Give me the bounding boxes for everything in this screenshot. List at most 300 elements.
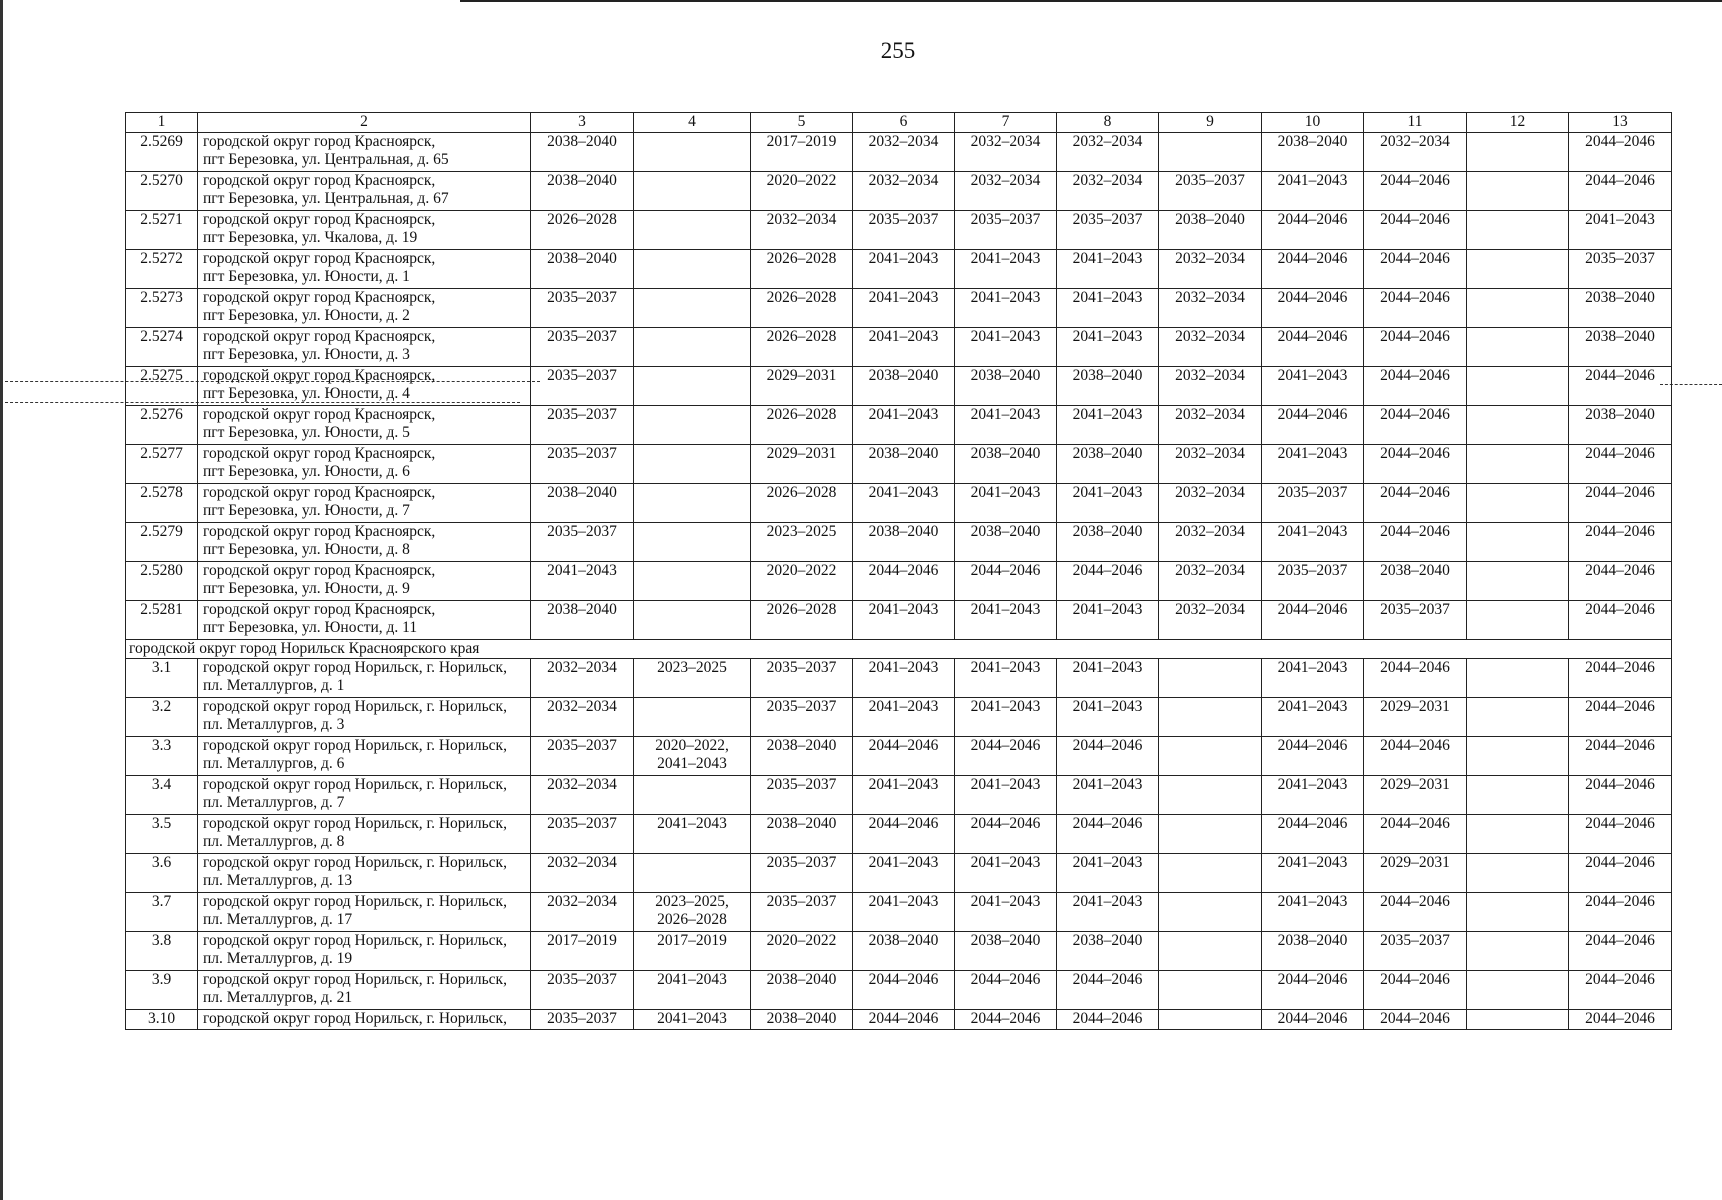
address-line-2: пл. Металлургов, д. 3 xyxy=(203,716,345,733)
year-range-cell: 2044–2046 xyxy=(1262,328,1364,367)
year-range-cell: 2044–2046 xyxy=(1364,523,1467,562)
year-range-cell: 2041–2043 xyxy=(1057,659,1159,698)
year-range-cell: 2026–2028 xyxy=(531,211,634,250)
year-range-cell: 2026–2028 xyxy=(751,328,853,367)
address-line-2: пл. Металлургов, д. 8 xyxy=(203,833,345,850)
year-range-cell: 2044–2046 xyxy=(1569,133,1672,172)
year-range-cell xyxy=(1467,445,1569,484)
year-range-cell: 2032–2034 xyxy=(1364,133,1467,172)
table-row xyxy=(126,328,1672,367)
year-range-cell: 2032–2034 xyxy=(1159,484,1262,523)
year-range-cell: 2038–2040 xyxy=(531,250,634,289)
year-range-cell: 2026–2028 xyxy=(751,250,853,289)
table-row xyxy=(126,971,1672,1010)
year-range-cell: 2041–2043 xyxy=(955,659,1057,698)
year-range-cell xyxy=(1467,893,1569,932)
year-range-cell xyxy=(634,698,751,737)
year-range-cell: 2038–2040 xyxy=(1057,367,1159,406)
year-range-cell: 2035–2037 xyxy=(531,406,634,445)
row-number-cell: 3.8 xyxy=(126,932,198,971)
address-line-1: городской округ город Красноярск, xyxy=(203,445,436,462)
row-number-cell: 2.5270 xyxy=(126,172,198,211)
address-cell xyxy=(198,445,531,484)
address-line-2: пгт Березовка, ул. Чкалова, д. 19 xyxy=(203,229,418,246)
year-range-cell: 2044–2046 xyxy=(1364,406,1467,445)
address-cell xyxy=(198,484,531,523)
year-range-cell: 2044–2046 xyxy=(1569,601,1672,640)
address-line-2: пгт Березовка, ул. Юности, д. 3 xyxy=(203,346,410,363)
year-range-cell xyxy=(1159,737,1262,776)
address-line-2: пгт Березовка, ул. Центральная, д. 67 xyxy=(203,190,449,207)
year-range-cell: 2044–2046 xyxy=(1569,854,1672,893)
year-range-cell: 2035–2037 xyxy=(531,289,634,328)
row-number-cell: 2.5276 xyxy=(126,406,198,445)
year-range-cell: 2038–2040 xyxy=(955,932,1057,971)
year-range-cell: 2032–2034 xyxy=(1159,523,1262,562)
year-range-cell: 2041–2043 xyxy=(1057,406,1159,445)
year-range-cell: 2038–2040 xyxy=(751,971,853,1010)
year-range-cell: 2041–2043 xyxy=(853,601,955,640)
column-header: 8 xyxy=(1057,113,1159,133)
address-cell xyxy=(198,776,531,815)
table-row xyxy=(126,737,1672,776)
address-line-1: городской округ город Норильск, г. Норильск, xyxy=(203,893,507,910)
year-range-cell xyxy=(1467,659,1569,698)
year-range-cell: 2041–2043 xyxy=(955,776,1057,815)
address-cell xyxy=(198,1010,531,1030)
schedule-table xyxy=(125,112,1672,1030)
address-line-2: пл. Металлургов, д. 1 xyxy=(203,677,345,694)
year-range-cell: 2044–2046 xyxy=(1569,445,1672,484)
year-range-cell: 2041–2043 xyxy=(1057,601,1159,640)
row-number-cell: 3.7 xyxy=(126,893,198,932)
address-line-1: городской округ город Норильск, г. Норильск, xyxy=(203,776,507,793)
table-row xyxy=(126,1010,1672,1030)
year-range-cell: 2044–2046 xyxy=(1569,698,1672,737)
year-range-cell: 2035–2037 xyxy=(751,659,853,698)
year-range-cell xyxy=(1159,893,1262,932)
year-range-cell xyxy=(1467,328,1569,367)
year-range-cell: 2041–2043 xyxy=(1262,776,1364,815)
year-range-cell: 2017–2019 xyxy=(634,932,751,971)
year-range-cell: 2032–2034 xyxy=(1159,328,1262,367)
year-range-cell: 2032–2034 xyxy=(955,133,1057,172)
column-header: 12 xyxy=(1467,113,1569,133)
year-range-cell: 2044–2046 xyxy=(1569,815,1672,854)
year-range-cell xyxy=(634,133,751,172)
year-range-cell: 2038–2040 xyxy=(1262,932,1364,971)
column-header: 1 xyxy=(126,113,198,133)
year-range-cell: 2026–2028 xyxy=(751,484,853,523)
address-line-2: пгт Березовка, ул. Юности, д. 4 xyxy=(203,385,410,402)
year-range-cell xyxy=(1159,854,1262,893)
year-range-cell: 2041–2043 xyxy=(1057,854,1159,893)
year-range-cell: 2032–2034 xyxy=(531,659,634,698)
year-range-cell xyxy=(1467,562,1569,601)
address-line-1: городской округ город Красноярск, xyxy=(203,328,436,345)
year-range-cell: 2035–2037 xyxy=(531,328,634,367)
year-range-cell xyxy=(1159,776,1262,815)
year-range-cell: 2041–2043 xyxy=(853,698,955,737)
year-range-cell xyxy=(1467,523,1569,562)
row-number-cell: 2.5277 xyxy=(126,445,198,484)
address-line-2: пл. Металлургов, д. 7 xyxy=(203,794,345,811)
row-number-cell: 2.5274 xyxy=(126,328,198,367)
year-range-cell xyxy=(1159,932,1262,971)
table-row xyxy=(126,484,1672,523)
address-line-2: пгт Березовка, ул. Юности, д. 7 xyxy=(203,502,410,519)
year-range-cell: 2041–2043 xyxy=(853,854,955,893)
scan-top-rule xyxy=(460,0,1722,2)
year-range-cell: 2041–2043 xyxy=(1057,776,1159,815)
year-range-cell xyxy=(1467,133,1569,172)
year-range-cell: 2029–2031 xyxy=(1364,854,1467,893)
address-cell xyxy=(198,211,531,250)
year-range-cell: 2044–2046 xyxy=(853,971,955,1010)
year-range-cell: 2041–2043 xyxy=(1569,211,1672,250)
year-range-cell: 2041–2043 xyxy=(955,601,1057,640)
year-range-cell: 2044–2046 xyxy=(1364,367,1467,406)
year-range-cell: 2038–2040 xyxy=(853,445,955,484)
year-range-cell: 2032–2034 xyxy=(1159,445,1262,484)
year-range-cell: 2035–2037 xyxy=(751,893,853,932)
year-range-cell: 2032–2034 xyxy=(1159,562,1262,601)
year-range-cell: 2035–2037 xyxy=(531,523,634,562)
year-range-cell: 2020–2022 xyxy=(751,562,853,601)
year-range-cell: 2035–2037 xyxy=(1057,211,1159,250)
address-line-1: городской округ город Красноярск, xyxy=(203,133,436,150)
column-header: 5 xyxy=(751,113,853,133)
year-range-cell: 2038–2040 xyxy=(1262,133,1364,172)
year-range-cell: 2035–2037 xyxy=(751,698,853,737)
address-cell xyxy=(198,893,531,932)
year-range-cell: 2038–2040 xyxy=(1057,523,1159,562)
year-range-cell: 2032–2034 xyxy=(531,776,634,815)
year-range-cell: 2044–2046 xyxy=(1262,211,1364,250)
year-range-cell: 2044–2046 xyxy=(1364,659,1467,698)
year-range-cell: 2032–2034 xyxy=(1159,601,1262,640)
year-range-cell: 2044–2046 xyxy=(1364,328,1467,367)
year-range-cell: 2041–2043 xyxy=(634,1010,751,1030)
column-header: 6 xyxy=(853,113,955,133)
year-range-cell: 2035–2037 xyxy=(1159,172,1262,211)
address-cell xyxy=(198,854,531,893)
address-line-1: городской округ город Красноярск, xyxy=(203,172,436,189)
year-range-cell: 2044–2046 xyxy=(853,1010,955,1030)
table-row xyxy=(126,893,1672,932)
address-cell xyxy=(198,172,531,211)
year-range-cell: 2041–2043 xyxy=(955,406,1057,445)
year-range-cell: 2038–2040 xyxy=(1159,211,1262,250)
year-range-cell: 2041–2043 xyxy=(853,328,955,367)
year-range-cell: 2035–2037 xyxy=(1262,562,1364,601)
year-range-cell: 2044–2046 xyxy=(1057,737,1159,776)
year-range-cell: 2035–2037 xyxy=(853,211,955,250)
year-range-cell xyxy=(634,406,751,445)
year-range-cell xyxy=(1159,815,1262,854)
address-line-1: городской округ город Норильск, г. Норильск, xyxy=(203,659,507,676)
column-header: 13 xyxy=(1569,113,1672,133)
year-range-cell: 2041–2043 xyxy=(853,776,955,815)
year-range-cell: 2041–2043 xyxy=(1262,367,1364,406)
year-range-cell: 2023–2025, 2026–2028 xyxy=(634,893,751,932)
year-range-cell: 2017–2019 xyxy=(531,932,634,971)
table-row xyxy=(126,289,1672,328)
year-range-cell xyxy=(634,562,751,601)
year-range-cell: 2029–2031 xyxy=(1364,698,1467,737)
address-line-2: пл. Металлургов, д. 17 xyxy=(203,911,353,928)
year-range-cell: 2038–2040 xyxy=(1057,445,1159,484)
table-row xyxy=(126,445,1672,484)
address-line-2: пгт Березовка, ул. Юности, д. 8 xyxy=(203,541,410,558)
year-range-cell: 2041–2043 xyxy=(955,289,1057,328)
year-range-cell: 2038–2040 xyxy=(955,367,1057,406)
year-range-cell: 2041–2043 xyxy=(955,250,1057,289)
table-row xyxy=(126,854,1672,893)
year-range-cell: 2044–2046 xyxy=(1364,1010,1467,1030)
address-line-1: городской округ город Норильск, г. Норильск, xyxy=(203,1010,507,1027)
year-range-cell: 2044–2046 xyxy=(1569,776,1672,815)
year-range-cell: 2023–2025 xyxy=(634,659,751,698)
year-range-cell: 2041–2043 xyxy=(853,659,955,698)
address-line-1: городской округ город Красноярск, xyxy=(203,601,436,618)
table-row xyxy=(126,776,1672,815)
year-range-cell: 2038–2040 xyxy=(1569,328,1672,367)
year-range-cell: 2044–2046 xyxy=(853,815,955,854)
year-range-cell: 2044–2046 xyxy=(1569,484,1672,523)
year-range-cell xyxy=(1467,250,1569,289)
year-range-cell: 2032–2034 xyxy=(955,172,1057,211)
column-header: 9 xyxy=(1159,113,1262,133)
year-range-cell: 2044–2046 xyxy=(1569,562,1672,601)
year-range-cell: 2041–2043 xyxy=(853,893,955,932)
address-line-2: пгт Березовка, ул. Юности, д. 2 xyxy=(203,307,410,324)
year-range-cell: 2020–2022 xyxy=(751,932,853,971)
year-range-cell: 2041–2043 xyxy=(955,893,1057,932)
year-range-cell: 2032–2034 xyxy=(531,698,634,737)
table-row xyxy=(126,815,1672,854)
year-range-cell: 2044–2046 xyxy=(1057,815,1159,854)
year-range-cell: 2032–2034 xyxy=(853,172,955,211)
year-range-cell: 2041–2043 xyxy=(531,562,634,601)
year-range-cell xyxy=(1467,854,1569,893)
year-range-cell: 2044–2046 xyxy=(853,737,955,776)
year-range-cell: 2035–2037 xyxy=(751,854,853,893)
year-range-cell: 2032–2034 xyxy=(751,211,853,250)
year-range-cell: 2041–2043 xyxy=(1262,893,1364,932)
year-range-cell xyxy=(1467,737,1569,776)
column-header: 7 xyxy=(955,113,1057,133)
year-range-cell xyxy=(634,211,751,250)
table-row xyxy=(126,211,1672,250)
address-line-1: городской округ город Норильск, г. Норильск, xyxy=(203,854,507,871)
year-range-cell xyxy=(1467,484,1569,523)
address-cell xyxy=(198,815,531,854)
year-range-cell xyxy=(1467,815,1569,854)
table-row xyxy=(126,932,1672,971)
address-line-1: городской округ город Норильск, г. Норильск, xyxy=(203,815,507,832)
year-range-cell: 2044–2046 xyxy=(1364,445,1467,484)
year-range-cell: 2044–2046 xyxy=(1569,893,1672,932)
row-number-cell: 3.9 xyxy=(126,971,198,1010)
year-range-cell xyxy=(1159,1010,1262,1030)
year-range-cell xyxy=(634,484,751,523)
year-range-cell: 2038–2040 xyxy=(1569,406,1672,445)
year-range-cell xyxy=(1467,698,1569,737)
header-row xyxy=(126,113,1672,133)
row-number-cell: 3.1 xyxy=(126,659,198,698)
year-range-cell xyxy=(1467,1010,1569,1030)
year-range-cell: 2044–2046 xyxy=(1364,484,1467,523)
year-range-cell: 2044–2046 xyxy=(1569,367,1672,406)
year-range-cell: 2044–2046 xyxy=(955,971,1057,1010)
year-range-cell: 2038–2040 xyxy=(853,932,955,971)
address-line-2: пгт Березовка, ул. Юности, д. 1 xyxy=(203,268,410,285)
row-number-cell: 2.5279 xyxy=(126,523,198,562)
year-range-cell: 2035–2037 xyxy=(1262,484,1364,523)
table-row xyxy=(126,698,1672,737)
year-range-cell: 2041–2043 xyxy=(955,328,1057,367)
row-number-cell: 2.5281 xyxy=(126,601,198,640)
year-range-cell: 2032–2034 xyxy=(1159,289,1262,328)
year-range-cell: 2044–2046 xyxy=(1057,1010,1159,1030)
row-number-cell: 3.3 xyxy=(126,737,198,776)
year-range-cell: 2041–2043 xyxy=(1057,893,1159,932)
year-range-cell: 2035–2037 xyxy=(531,737,634,776)
year-range-cell xyxy=(1467,211,1569,250)
year-range-cell: 2041–2043 xyxy=(955,698,1057,737)
address-cell xyxy=(198,250,531,289)
year-range-cell: 2044–2046 xyxy=(1364,211,1467,250)
address-cell xyxy=(198,406,531,445)
year-range-cell: 2044–2046 xyxy=(1569,172,1672,211)
year-range-cell: 2044–2046 xyxy=(1569,932,1672,971)
year-range-cell: 2044–2046 xyxy=(1262,815,1364,854)
address-cell xyxy=(198,601,531,640)
year-range-cell: 2044–2046 xyxy=(1364,815,1467,854)
year-range-cell: 2041–2043 xyxy=(1057,484,1159,523)
row-number-cell: 3.4 xyxy=(126,776,198,815)
address-line-1: городской округ город Красноярск, xyxy=(203,289,436,306)
address-cell xyxy=(198,737,531,776)
table-row xyxy=(126,659,1672,698)
address-line-1: городской округ город Красноярск, xyxy=(203,211,436,228)
year-range-cell: 2044–2046 xyxy=(955,562,1057,601)
address-line-1: городской округ город Норильск, г. Норильск, xyxy=(203,971,507,988)
year-range-cell: 2038–2040 xyxy=(751,1010,853,1030)
year-range-cell: 2044–2046 xyxy=(955,1010,1057,1030)
year-range-cell xyxy=(1467,932,1569,971)
year-range-cell xyxy=(1467,367,1569,406)
year-range-cell xyxy=(1159,133,1262,172)
row-number-cell: 3.10 xyxy=(126,1010,198,1030)
year-range-cell xyxy=(1467,601,1569,640)
year-range-cell: 2041–2043 xyxy=(853,289,955,328)
year-range-cell: 2044–2046 xyxy=(1262,971,1364,1010)
column-header: 10 xyxy=(1262,113,1364,133)
year-range-cell: 2035–2037 xyxy=(751,776,853,815)
year-range-cell: 2029–2031 xyxy=(1364,776,1467,815)
year-range-cell: 2044–2046 xyxy=(1364,893,1467,932)
column-header: 2 xyxy=(198,113,531,133)
year-range-cell: 2026–2028 xyxy=(751,601,853,640)
year-range-cell: 2041–2043 xyxy=(1262,698,1364,737)
year-range-cell: 2038–2040 xyxy=(531,601,634,640)
year-range-cell: 2020–2022, 2041–2043 xyxy=(634,737,751,776)
address-line-1: городской округ город Красноярск, xyxy=(203,562,436,579)
address-cell xyxy=(198,367,531,406)
row-number-cell: 2.5269 xyxy=(126,133,198,172)
row-number-cell: 2.5271 xyxy=(126,211,198,250)
address-line-1: городской округ город Красноярск, xyxy=(203,367,436,384)
table-row xyxy=(126,172,1672,211)
year-range-cell: 2044–2046 xyxy=(1262,601,1364,640)
table-row xyxy=(126,601,1672,640)
year-range-cell xyxy=(634,289,751,328)
address-line-2: пл. Металлургов, д. 21 xyxy=(203,989,353,1006)
table-row xyxy=(126,406,1672,445)
address-cell xyxy=(198,698,531,737)
year-range-cell: 2032–2034 xyxy=(853,133,955,172)
year-range-cell: 2041–2043 xyxy=(1262,445,1364,484)
year-range-cell: 2035–2037 xyxy=(531,367,634,406)
address-line-1: городской округ город Красноярск, xyxy=(203,406,436,423)
year-range-cell xyxy=(634,601,751,640)
year-range-cell: 2041–2043 xyxy=(853,406,955,445)
year-range-cell: 2041–2043 xyxy=(634,971,751,1010)
address-line-2: пгт Березовка, ул. Юности, д. 9 xyxy=(203,580,410,597)
year-range-cell xyxy=(1159,659,1262,698)
year-range-cell: 2044–2046 xyxy=(853,562,955,601)
year-range-cell: 2044–2046 xyxy=(1262,1010,1364,1030)
year-range-cell xyxy=(1467,172,1569,211)
address-line-2: пгт Березовка, ул. Юности, д. 5 xyxy=(203,424,410,441)
year-range-cell: 2041–2043 xyxy=(634,815,751,854)
year-range-cell: 2032–2034 xyxy=(1159,406,1262,445)
row-number-cell: 3.6 xyxy=(126,854,198,893)
year-range-cell: 2041–2043 xyxy=(955,484,1057,523)
year-range-cell: 2041–2043 xyxy=(1057,328,1159,367)
row-number-cell: 2.5275 xyxy=(126,367,198,406)
address-line-1: городской округ город Норильск, г. Норильск, xyxy=(203,737,507,754)
year-range-cell xyxy=(634,172,751,211)
year-range-cell: 2044–2046 xyxy=(1364,971,1467,1010)
page-number: 255 xyxy=(880,38,916,63)
year-range-cell: 2038–2040 xyxy=(1569,289,1672,328)
table-row xyxy=(126,250,1672,289)
address-line-2: пл. Металлургов, д. 6 xyxy=(203,755,345,772)
year-range-cell: 2044–2046 xyxy=(1569,737,1672,776)
year-range-cell: 2020–2022 xyxy=(751,172,853,211)
year-range-cell: 2038–2040 xyxy=(955,445,1057,484)
year-range-cell: 2029–2031 xyxy=(751,445,853,484)
address-line-1: городской округ город Норильск, г. Норильск, xyxy=(203,932,507,949)
year-range-cell: 2032–2034 xyxy=(1057,172,1159,211)
year-range-cell: 2044–2046 xyxy=(1262,289,1364,328)
address-line-2: пгт Березовка, ул. Юности, д. 11 xyxy=(203,619,418,636)
table-body xyxy=(126,133,1672,1030)
row-number-cell: 2.5272 xyxy=(126,250,198,289)
year-range-cell: 2017–2019 xyxy=(751,133,853,172)
address-cell xyxy=(198,562,531,601)
year-range-cell: 2038–2040 xyxy=(1057,932,1159,971)
year-range-cell: 2023–2025 xyxy=(751,523,853,562)
row-number-cell: 2.5273 xyxy=(126,289,198,328)
year-range-cell: 2041–2043 xyxy=(1262,172,1364,211)
year-range-cell xyxy=(634,250,751,289)
year-range-cell xyxy=(1467,289,1569,328)
year-range-cell: 2041–2043 xyxy=(1262,659,1364,698)
